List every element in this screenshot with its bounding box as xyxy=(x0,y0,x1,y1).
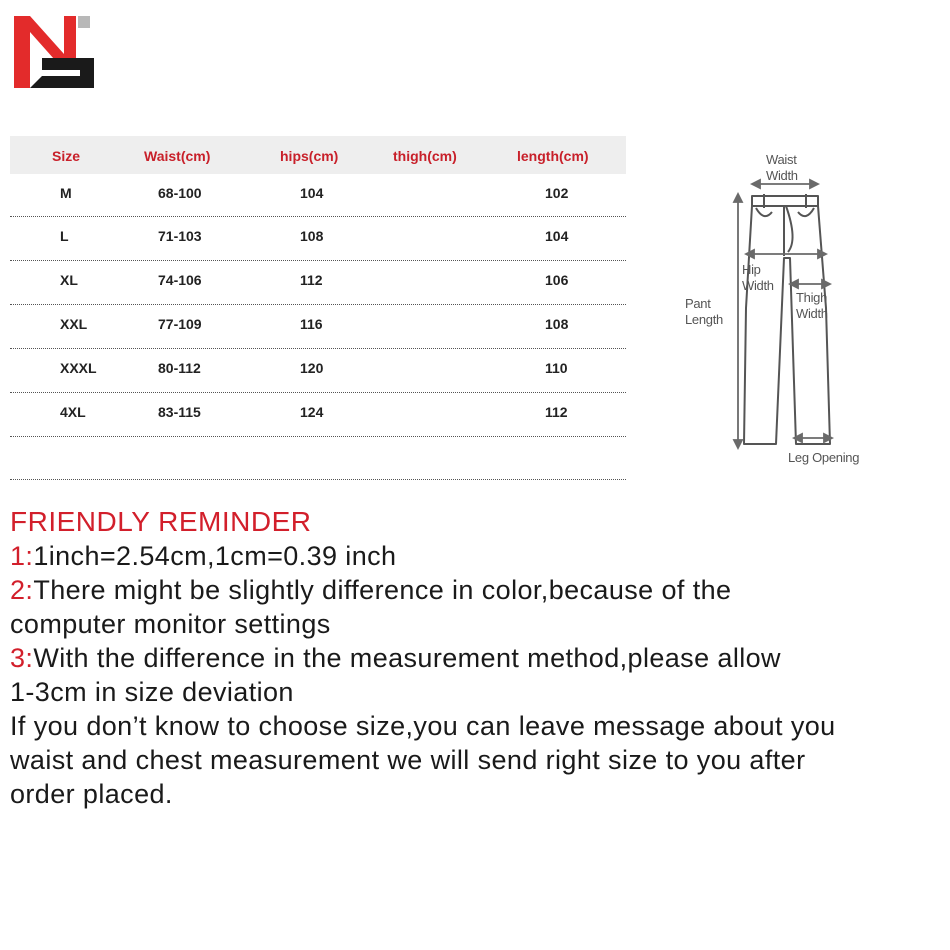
label-leg-opening: Leg Opening xyxy=(788,450,860,465)
table-row xyxy=(10,261,626,305)
cell-length: 108 xyxy=(545,316,569,332)
table-row xyxy=(10,217,626,261)
label-pant: Pant xyxy=(685,296,711,311)
item-text: With the difference in the measurement method,please allow xyxy=(33,643,781,673)
label-width: Width xyxy=(796,306,828,321)
friendly-reminder xyxy=(10,505,950,811)
cell-hips: 120 xyxy=(300,360,324,376)
reminder-note-line-1: If you don’t know to choose size,you can leave message about you xyxy=(10,711,836,741)
cell-hips: 112 xyxy=(300,272,323,288)
label-hip-width xyxy=(742,262,774,294)
cell-size: 4XL xyxy=(60,404,86,420)
cell-size: XXXL xyxy=(60,360,97,376)
cell-waist: 83-115 xyxy=(158,404,201,420)
cell-length: 104 xyxy=(545,228,569,244)
table-row xyxy=(10,393,626,437)
cell-hips: 124 xyxy=(300,404,324,420)
label-pant-length xyxy=(685,296,723,328)
cell-size: XXL xyxy=(60,316,88,332)
reminder-title: FRIENDLY REMINDER xyxy=(10,506,312,537)
cell-hips: 104 xyxy=(300,185,324,201)
header-size: Size xyxy=(52,148,81,164)
cell-length: 102 xyxy=(545,185,569,201)
reminder-item-3-cont: 1-3cm in size deviation xyxy=(10,677,294,707)
cell-length: 106 xyxy=(545,272,569,288)
cell-hips: 108 xyxy=(300,228,324,244)
cell-size: XL xyxy=(60,272,78,288)
table-row xyxy=(10,305,626,349)
label-waist-width xyxy=(766,152,798,184)
table-bottom-rule xyxy=(10,437,626,480)
cell-waist: 77-109 xyxy=(158,316,202,332)
label-thigh: Thigh xyxy=(796,290,828,305)
cell-length: 112 xyxy=(545,404,568,420)
brand-logo xyxy=(12,14,96,90)
table-row xyxy=(10,174,626,217)
cell-waist: 68-100 xyxy=(158,185,202,201)
cell-size: L xyxy=(60,228,69,244)
item-number: 3: xyxy=(10,643,34,673)
pants-measurement-diagram xyxy=(680,148,880,478)
label-width: Width xyxy=(742,278,774,293)
header-hips: hips(cm) xyxy=(280,148,339,164)
item-text: 1inch=2.54cm,1cm=0.39 inch xyxy=(33,541,397,571)
header-length: length(cm) xyxy=(517,148,589,164)
item-number: 2: xyxy=(10,575,34,605)
label-length: Length xyxy=(685,312,723,327)
reminder-item-3 xyxy=(10,641,950,675)
reminder-item-2-cont: computer monitor settings xyxy=(10,609,331,639)
cell-waist: 71-103 xyxy=(158,228,202,244)
label-hip: Hip xyxy=(742,262,761,277)
item-text: There might be slightly difference in color,because of the xyxy=(33,575,732,605)
cell-length: 110 xyxy=(545,360,568,376)
table-row xyxy=(10,349,626,393)
reminder-item-1 xyxy=(10,539,950,573)
header-waist: Waist(cm) xyxy=(144,148,211,164)
item-number: 1: xyxy=(10,541,34,571)
cell-hips: 116 xyxy=(300,316,323,332)
header-thigh: thigh(cm) xyxy=(393,148,457,164)
reminder-note-line-3: order placed. xyxy=(10,779,173,809)
cell-size: M xyxy=(60,185,72,201)
table-header xyxy=(10,136,626,174)
reminder-note-line-2: waist and chest measurement we will send right size to you after xyxy=(10,745,806,775)
label-waist: Waist xyxy=(766,152,797,167)
label-thigh-width xyxy=(796,290,828,322)
size-chart-table xyxy=(10,136,626,480)
cell-waist: 80-112 xyxy=(158,360,201,376)
reminder-item-2 xyxy=(10,573,950,607)
cell-waist: 74-106 xyxy=(158,272,202,288)
label-width: Width xyxy=(766,168,798,183)
